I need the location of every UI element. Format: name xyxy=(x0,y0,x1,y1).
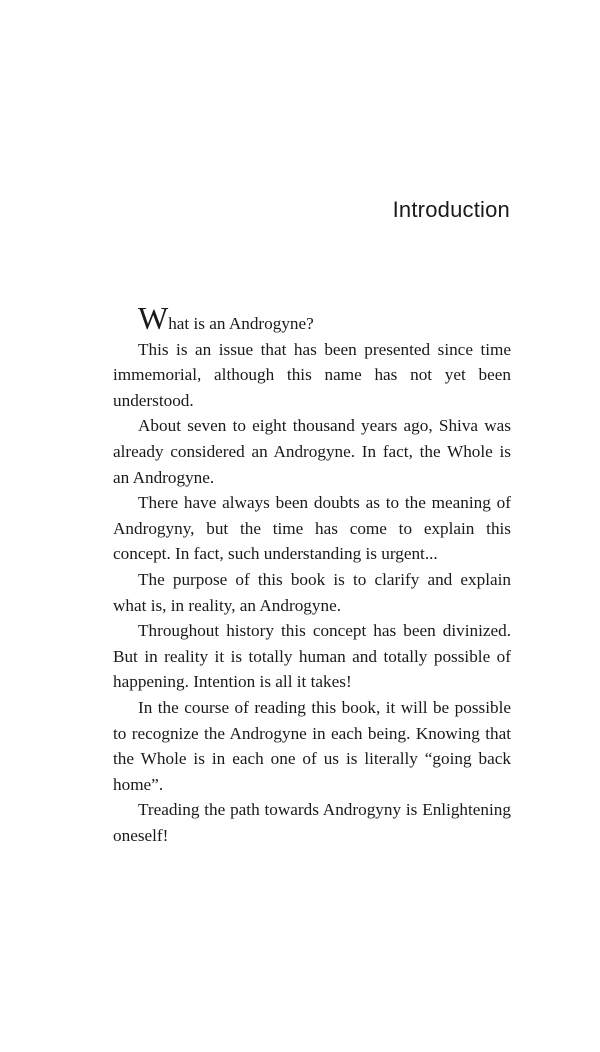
opening-question xyxy=(113,300,511,337)
paragraph-6: In the course of reading this book, it will be possible to recognize the Androgyne in each being. Knowing that the Whole is in each one of us is literally “going back home”. xyxy=(113,697,511,794)
paragraph-1: This is an issue that has been presented since time immemorial, although this name has not yet been understood. xyxy=(113,339,511,410)
paragraph-2: About seven to eight thousand years ago, Shiva was already considered an Androgyne. In fact, the Whole is an Androgyne. xyxy=(113,416,511,487)
paragraph-5: Throughout history this concept has been divinized. But in reality it is totally human and totally possible of happening. Intention is all it takes! xyxy=(113,621,511,692)
chapter-body xyxy=(113,300,511,848)
paragraph-4: The purpose of this book is to clarify and explain what is, in reality, an Androgyne. xyxy=(113,569,511,615)
chapter-title: Introduction xyxy=(392,197,510,222)
drop-cap: W xyxy=(138,300,169,336)
paragraph-3: There have always been doubts as to the meaning of Androgyny, but the time has come to explain this concept. In fact, such understanding is urgent... xyxy=(113,493,511,564)
paragraph-7: Treading the path towards Androgyny is Enlightening oneself! xyxy=(113,800,511,845)
opening-question-text: hat is an Androgyne? xyxy=(168,314,314,333)
